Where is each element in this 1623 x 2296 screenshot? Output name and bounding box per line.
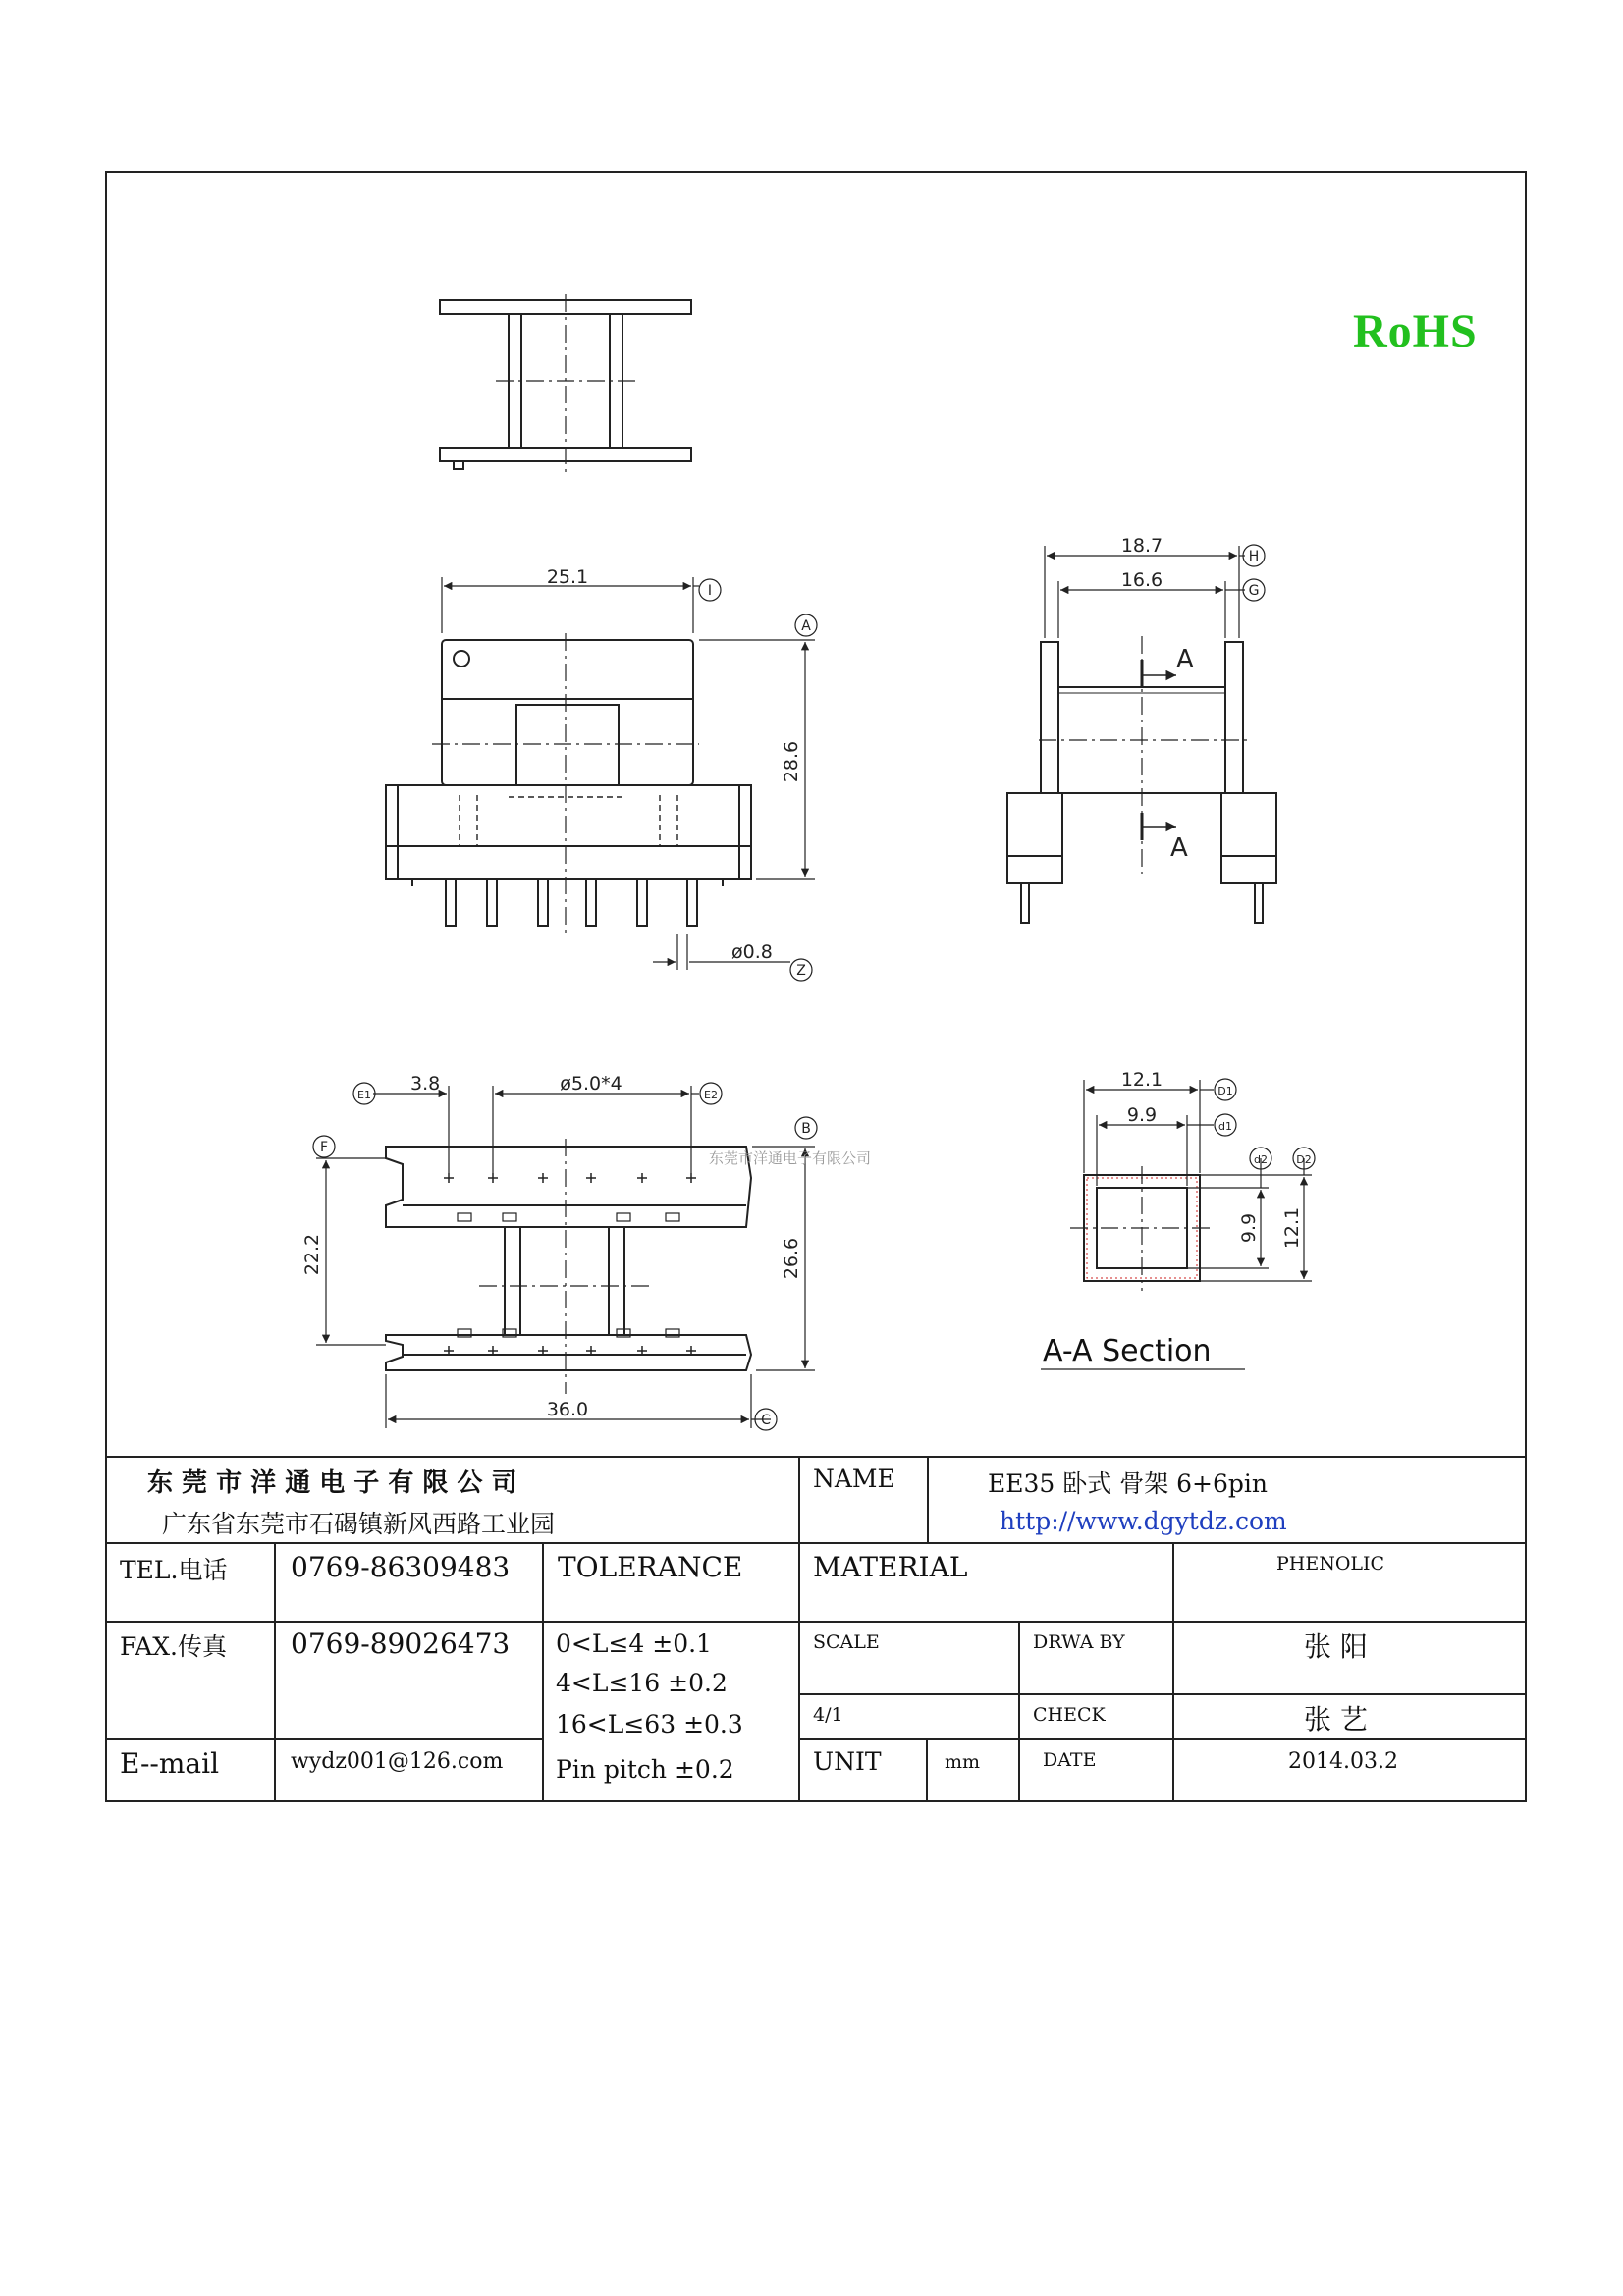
dim-front-width: 25.1 — [546, 566, 589, 588]
tolerance-1: 0<L≤4 ±0.1 — [556, 1629, 712, 1658]
tag-e2: E2 — [704, 1089, 718, 1101]
tag-d2-upper: D2 — [1296, 1153, 1312, 1166]
dim-front-height: 28.6 — [781, 740, 802, 783]
drawn-by-label: DRWA BY — [1033, 1631, 1125, 1653]
tag-d1-lower: d1 — [1218, 1120, 1232, 1133]
date-value: 2014.03.2 — [1288, 1749, 1398, 1774]
tag-d2-lower: d2 — [1254, 1153, 1268, 1166]
dim-section-inner-w: 9.9 — [1126, 1104, 1158, 1126]
unit-label: UNIT — [813, 1747, 882, 1776]
email-value[interactable]: wydz001@126.com — [291, 1749, 504, 1774]
dim-section-outer-h: 12.1 — [1281, 1206, 1303, 1250]
tag-d1-upper: D1 — [1217, 1085, 1233, 1097]
tolerance-label: TOLERANCE — [558, 1551, 743, 1583]
tag-z: Z — [796, 963, 806, 979]
name-label: NAME — [813, 1465, 895, 1493]
section-mark-bottom: A — [1170, 833, 1188, 863]
dim-side-outer: 18.7 — [1120, 535, 1163, 557]
section-title: A-A Section — [1043, 1334, 1212, 1368]
dim-section-inner-h: 9.9 — [1238, 1212, 1260, 1244]
product-name: EE35 卧式 骨架 6+6pin — [988, 1469, 1269, 1498]
dim-pitch: ø5.0*4 — [560, 1073, 622, 1095]
company-address: 广东省东莞市石碣镇新风西路工业园 — [162, 1510, 556, 1538]
tag-i: I — [707, 583, 713, 599]
tag-a: A — [801, 618, 811, 634]
tag-g: G — [1248, 583, 1260, 599]
dim-bottom-inner: 22.2 — [301, 1233, 323, 1276]
drawn-by: 张 阳 — [1304, 1630, 1368, 1663]
tolerance-2: 4<L≤16 ±0.2 — [556, 1669, 728, 1697]
top-view — [440, 294, 691, 473]
rohs-badge: RoHS — [1353, 305, 1478, 357]
bottom-view — [316, 1086, 815, 1428]
unit-value: mm — [945, 1751, 981, 1773]
side-view — [1007, 546, 1276, 923]
tolerance-pin-pitch: Pin pitch ±0.2 — [556, 1755, 734, 1784]
tag-f: F — [319, 1140, 329, 1155]
material-value: PHENOLIC — [1276, 1553, 1385, 1575]
material-label: MATERIAL — [813, 1551, 968, 1583]
tag-h: H — [1248, 549, 1260, 564]
tag-c: C — [761, 1413, 771, 1428]
dim-pitch-start: 3.8 — [410, 1073, 441, 1095]
dim-bottom-width: 36.0 — [546, 1399, 589, 1420]
fax-label: FAX.传真 — [120, 1632, 227, 1661]
dim-bottom-height: 26.6 — [781, 1237, 802, 1280]
section-mark-top: A — [1176, 645, 1194, 674]
tel-label: TEL.电话 — [120, 1556, 228, 1584]
email-label: E--mail — [120, 1747, 220, 1780]
watermark: 东莞市洋通电子有限公司 — [709, 1149, 872, 1167]
tel-value: 0769-86309483 — [291, 1551, 511, 1583]
fax-value: 0769-89026473 — [291, 1628, 511, 1660]
tag-e1: E1 — [357, 1089, 371, 1101]
section-view — [1041, 1080, 1312, 1369]
dim-side-inner: 16.6 — [1120, 569, 1163, 591]
dim-pin-dia: ø0.8 — [731, 941, 773, 963]
tag-b: B — [801, 1121, 811, 1137]
date-label: DATE — [1043, 1749, 1097, 1771]
scale-label: SCALE — [813, 1631, 880, 1653]
dim-section-outer-w: 12.1 — [1120, 1069, 1163, 1091]
scale-value: 4/1 — [813, 1704, 843, 1726]
company-name: 东 莞 市 洋 通 电 子 有 限 公 司 — [147, 1468, 517, 1498]
check-label: CHECK — [1033, 1704, 1106, 1726]
front-view — [386, 577, 815, 970]
checked-by: 张 艺 — [1304, 1703, 1368, 1735]
website-link[interactable]: http://www.dgytdz.com — [1000, 1507, 1287, 1535]
tolerance-3: 16<L≤63 ±0.3 — [556, 1710, 743, 1738]
